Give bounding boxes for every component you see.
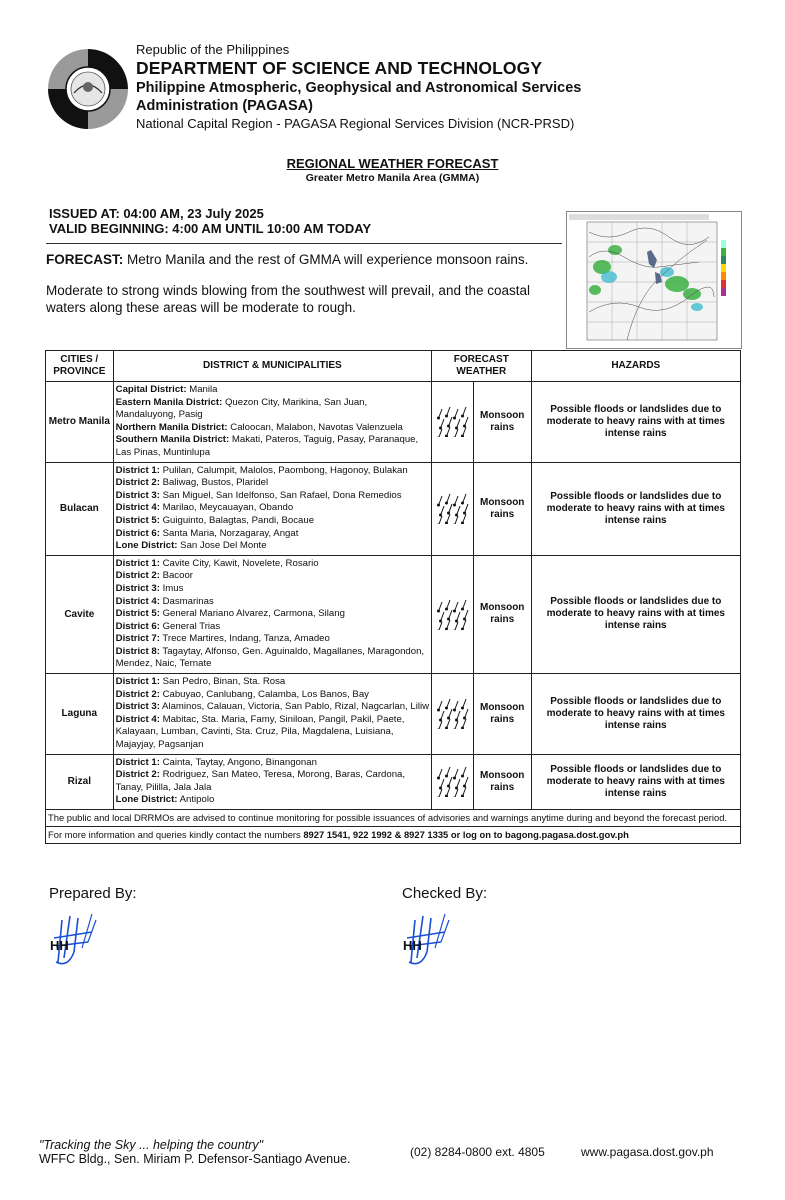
- district-municipalities: Cainta, Taytay, Angono, Binangonan: [159, 756, 317, 768]
- district-municipalities: Caloocan, Malabon, Navotas Valenzuela: [227, 421, 403, 433]
- district-line: [116, 633, 429, 646]
- heavy-rain-icon: [435, 695, 469, 729]
- district-label: District 8:: [115, 645, 160, 657]
- district-line: [116, 515, 429, 528]
- district-line: [116, 502, 429, 515]
- district-label: District 4:: [115, 713, 160, 725]
- district-line: [116, 794, 429, 807]
- forecast-text: [46, 251, 566, 330]
- district-line: [116, 596, 429, 609]
- division-name: National Capital Region - PAGASA Regional Services Division (NCR-PRSD): [136, 116, 575, 131]
- page-subtitle: Greater Metro Manila Area (GMMA): [305, 172, 480, 184]
- district-municipalities: Trece Martires, Indang, Tanza, Amadeo: [159, 633, 330, 645]
- district-list: [113, 754, 431, 809]
- heavy-rain-icon: [435, 763, 469, 797]
- district-line: [116, 658, 429, 671]
- district-label: District 5:: [115, 514, 160, 526]
- weather-icon-cell: [432, 555, 474, 673]
- district-label: Lone District:: [115, 794, 178, 806]
- district-municipalities: Kalayaan, Lumban, Cavinti, Sta. Cruz, Pila, Magdalena, Luisiana,: [115, 726, 394, 738]
- prepared-signature: [48, 912, 100, 970]
- district-municipalities: Rodriguez, San Mateo, Teresa, Morong, Baras, Cardona,: [159, 769, 406, 781]
- district-line: [116, 726, 429, 739]
- district-line: [116, 646, 429, 659]
- weather-icon-cell: [432, 382, 474, 463]
- province-name: Metro Manila: [46, 382, 114, 463]
- district-municipalities: San Miguel, San Idelfonso, San Rafael, Dona Remedios: [159, 489, 402, 501]
- district-line: [116, 689, 429, 702]
- agency-name-line2: Administration (PAGASA): [136, 98, 313, 114]
- forecast-weather: Monsoon rains: [473, 555, 531, 673]
- contact-numbers: 8927 1541, 922 1992 & 8927 1335 or log on to bagong.pagasa.dost.gov.ph: [303, 829, 629, 840]
- district-line: [116, 490, 429, 503]
- table-row: [46, 382, 741, 463]
- district-line: [116, 422, 429, 435]
- page-title: REGIONAL WEATHER FORECAST: [286, 156, 499, 171]
- advisory-note: The public and local DRRMOs are advised to continue monitoring for possible issuances of advisories and warnings anytime during and beyond the forecast period.: [46, 810, 741, 827]
- district-label: District 2:: [115, 688, 160, 700]
- forecast-weather: Monsoon rains: [473, 462, 531, 555]
- header-hazards: HAZARDS: [531, 351, 740, 382]
- checked-signature: [401, 912, 453, 970]
- district-municipalities: Dasmarinas: [159, 595, 214, 607]
- district-label: District 1:: [115, 756, 160, 768]
- agency-name-line1: Philippine Atmospheric, Geophysical and Astronomical Services: [136, 80, 582, 96]
- district-line: [116, 540, 429, 553]
- district-label: District 4:: [115, 595, 160, 607]
- district-municipalities: Las Pinas, Muntinlupa: [115, 446, 211, 458]
- district-list: [113, 555, 431, 673]
- district-label: Capital District:: [115, 384, 187, 395]
- checked-by-label: Checked By:: [402, 885, 488, 902]
- district-line: [116, 676, 429, 689]
- district-municipalities: Antipolo: [177, 794, 215, 806]
- district-line: [116, 477, 429, 490]
- issued-at: ISSUED AT: 04:00 AM, 23 July 2025: [49, 206, 264, 221]
- prepared-by-label: Prepared By:: [49, 885, 137, 902]
- district-line: [116, 397, 429, 410]
- district-label: Eastern Manila District:: [115, 396, 223, 408]
- district-municipalities: San Jose Del Monte: [177, 540, 267, 552]
- republic-line: Republic of the Philippines: [136, 42, 290, 57]
- footer-address: WFFC Bldg., Sen. Miriam P. Defensor-Santiago Avenue.: [39, 1152, 351, 1166]
- forecast-weather: Monsoon rains: [473, 382, 531, 463]
- table-row: [46, 555, 741, 673]
- checked-initials: HH: [403, 938, 422, 953]
- district-label: District 1:: [115, 676, 160, 688]
- district-label: Northern Manila District:: [115, 421, 228, 433]
- province-name: Laguna: [46, 674, 114, 755]
- district-municipalities: Alaminos, Calauan, Victoria, San Pablo, Rizal, Nagcarlan, Liliw: [159, 701, 430, 713]
- header-forecast-weather: FORECAST WEATHER: [432, 351, 532, 382]
- district-list: [113, 382, 431, 463]
- district-municipalities: Bacoor: [159, 570, 193, 582]
- issue-info: [49, 206, 371, 236]
- district-line: [116, 701, 429, 714]
- district-municipalities: Mabitac, Sta. Maria, Famy, Siniloan, Pangil, Pakil, Paete,: [159, 713, 405, 725]
- pagasa-logo: [46, 47, 130, 131]
- district-label: District 5:: [115, 608, 160, 620]
- district-municipalities: Tagaytay, Alfonso, Gen. Aguinaldo, Magallanes, Maragondon,: [159, 645, 425, 657]
- district-municipalities: San Pedro, Binan, Sta. Rosa: [159, 676, 286, 688]
- heavy-rain-icon: [435, 403, 469, 437]
- district-municipalities: Cavite City, Kawit, Novelete, Rosario: [159, 557, 319, 569]
- forecast-summary: Metro Manila and the rest of GMMA will experience monsoon rains.: [123, 252, 529, 267]
- footer-website[interactable]: www.pagasa.dost.gov.ph: [581, 1145, 714, 1159]
- district-municipalities: General Trias: [159, 620, 221, 632]
- district-line: [116, 558, 429, 571]
- district-municipalities: Mandaluyong, Pasig: [115, 409, 203, 421]
- district-list: [113, 462, 431, 555]
- province-name: Bulacan: [46, 462, 114, 555]
- district-label: District 2:: [115, 769, 160, 781]
- district-label: District 6:: [115, 527, 160, 539]
- district-line: [116, 434, 429, 447]
- heavy-rain-icon: [435, 596, 469, 630]
- district-line: [116, 465, 429, 478]
- winds-summary: Moderate to strong winds blowing from the southwest will prevail, and the coastal waters along these areas will be moderate to rough.: [46, 283, 530, 315]
- district-label: Southern Manila District:: [115, 434, 230, 446]
- district-label: District 4:: [115, 502, 160, 514]
- district-line: [116, 608, 429, 621]
- district-line: [116, 621, 429, 634]
- hazard-text: Possible floods or landslides due to moderate to heavy rains with at times intense rains: [531, 674, 740, 755]
- district-line: [116, 409, 429, 422]
- district-municipalities: General Mariano Alvarez, Carmona, Silang: [159, 608, 345, 620]
- district-line: [116, 769, 429, 782]
- district-label: District 2:: [115, 477, 160, 489]
- district-label: District 2:: [115, 570, 160, 582]
- header-block: [136, 42, 756, 132]
- district-label: District 3:: [115, 701, 160, 713]
- district-line: [116, 757, 429, 770]
- heavy-rain-icon: [435, 490, 469, 524]
- district-municipalities: Majayjay, Pagsanjan: [115, 739, 204, 751]
- contact-note: [46, 827, 741, 844]
- district-municipalities: Quezon City, Marikina, San Juan,: [222, 396, 368, 408]
- district-municipalities: Santa Maria, Norzagaray, Angat: [159, 527, 299, 539]
- table-row: [46, 462, 741, 555]
- hazard-text: Possible floods or landslides due to moderate to heavy rains with at times intense rains: [531, 382, 740, 463]
- district-label: District 3:: [115, 582, 160, 594]
- district-label: District 1:: [115, 557, 160, 569]
- contact-prefix: For more information and queries kindly contact the numbers: [48, 829, 304, 840]
- footer-phone: (02) 8284-0800 ext. 4805: [410, 1145, 545, 1159]
- district-line: [116, 782, 429, 795]
- footer-motto: "Tracking the Sky ... helping the country": [39, 1138, 264, 1152]
- district-municipalities: Marilao, Meycauayan, Obando: [159, 502, 294, 514]
- province-name: Rizal: [46, 754, 114, 809]
- district-municipalities: Pulilan, Calumpit, Malolos, Paombong, Hagonoy, Bulakan: [159, 464, 408, 476]
- district-line: [116, 583, 429, 596]
- department-name: DEPARTMENT OF SCIENCE AND TECHNOLOGY: [136, 58, 543, 78]
- district-line: [116, 384, 429, 397]
- forecast-label: FORECAST:: [46, 252, 124, 267]
- wind-analysis-map: [566, 211, 742, 349]
- weather-icon-cell: [432, 462, 474, 555]
- district-municipalities: Cabuyao, Canlubang, Calamba, Los Banos, Bay: [159, 688, 369, 700]
- district-municipalities: Mendez, Naic, Ternate: [115, 658, 212, 670]
- weather-icon-cell: [432, 674, 474, 755]
- district-municipalities: Manila: [186, 384, 218, 395]
- district-municipalities: Imus: [159, 582, 184, 594]
- district-line: [116, 528, 429, 541]
- province-name: Cavite: [46, 555, 114, 673]
- header-districts: DISTRICT & MUNICIPALITIES: [113, 351, 431, 382]
- district-municipalities: Makati, Pateros, Taguig, Pasay, Paranaque,: [229, 434, 419, 446]
- hazard-text: Possible floods or landslides due to moderate to heavy rains with at times intense rains: [531, 462, 740, 555]
- district-label: District 6:: [115, 620, 160, 632]
- district-municipalities: Baliwag, Bustos, Plaridel: [159, 477, 269, 489]
- weather-icon-cell: [432, 754, 474, 809]
- district-line: [116, 714, 429, 727]
- district-line: [116, 739, 429, 752]
- header-city-province: CITIES / PROVINCE: [46, 351, 114, 382]
- table-row: [46, 674, 741, 755]
- table-row: [46, 754, 741, 809]
- district-line: [116, 447, 429, 460]
- district-list: [113, 674, 431, 755]
- table-body: [46, 382, 741, 810]
- district-label: Lone District:: [115, 540, 178, 552]
- forecast-table: [45, 350, 741, 844]
- divider: [46, 243, 562, 244]
- district-municipalities: Guiguinto, Balagtas, Pandi, Bocaue: [159, 514, 315, 526]
- valid-period: VALID BEGINNING: 4:00 AM UNTIL 10:00 AM TODAY: [49, 221, 372, 236]
- district-municipalities: Tanay, Pililla, Jala Jala: [115, 781, 212, 793]
- hazard-text: Possible floods or landslides due to moderate to heavy rains with at times intense rains: [531, 555, 740, 673]
- district-label: District 3:: [115, 489, 160, 501]
- district-label: District 7:: [115, 633, 160, 645]
- district-label: District 1:: [115, 464, 160, 476]
- hazard-text: Possible floods or landslides due to moderate to heavy rains with at times intense rains: [531, 754, 740, 809]
- prepared-initials: HH: [50, 938, 69, 953]
- district-line: [116, 570, 429, 583]
- forecast-weather: Monsoon rains: [473, 674, 531, 755]
- forecast-weather: Monsoon rains: [473, 754, 531, 809]
